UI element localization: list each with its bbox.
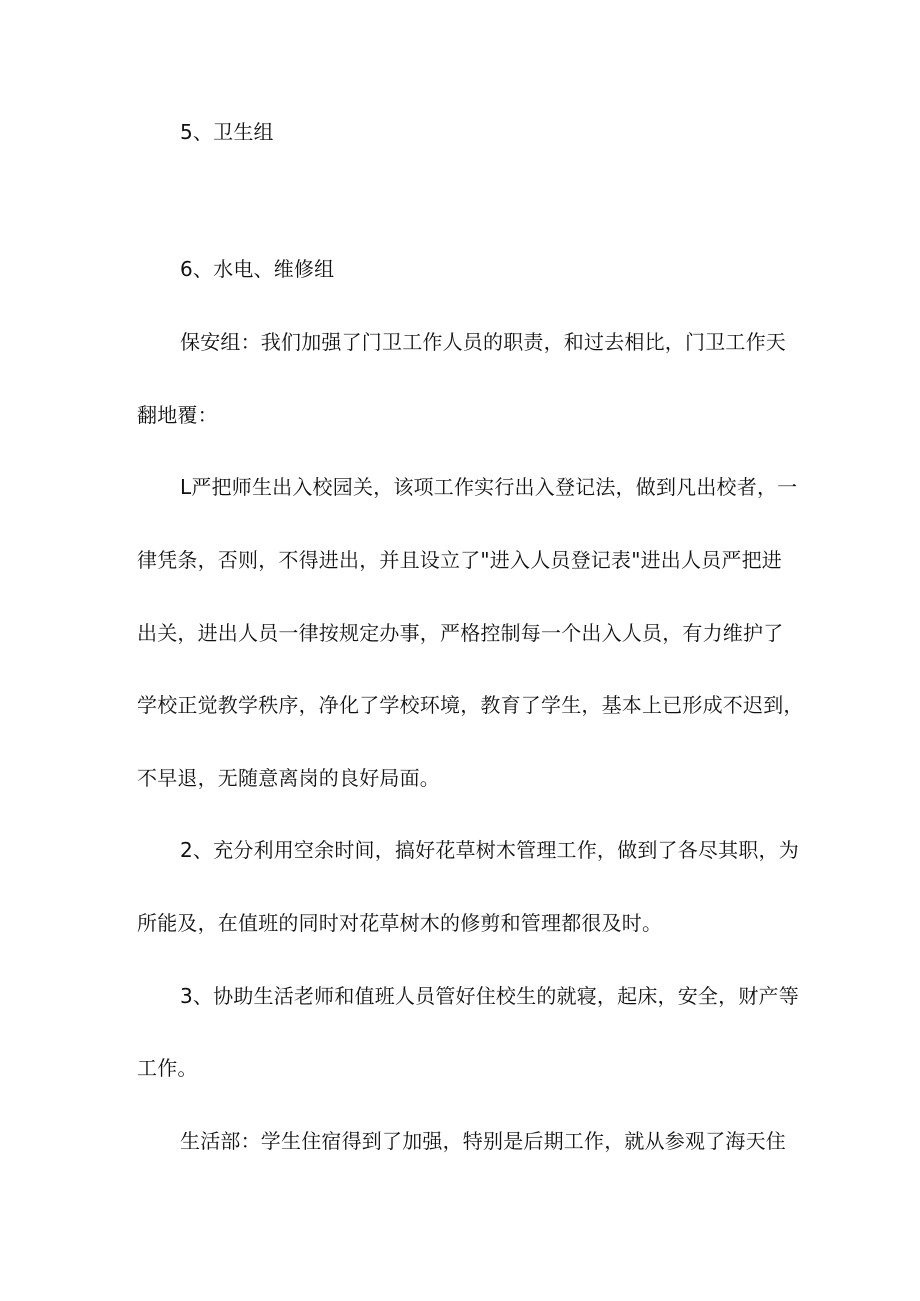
security-item3-line-2: 工作。 — [137, 1056, 198, 1080]
security-item2-line-2: 所能及，在值班的同时对花草树木的修剪和管理都很及时。 — [137, 911, 663, 935]
heading-utilities-group: 6、水电、维修组 — [180, 257, 335, 281]
security-intro-line-1: 保安组：我们加强了门卫工作人员的职责，和过去相比，门卫工作天 — [180, 330, 786, 354]
security-item1-line-2: 律凭条，否则，不得进出，并且设立了"进入人员登记表"进出人员严把进 — [137, 548, 782, 572]
security-item1-line-5: 不早退，无随意离岗的良好局面。 — [137, 766, 440, 790]
security-item1-line-3: 出关，进出人员一律按规定办事，严格控制每一个出入人员，有力维护了 — [137, 621, 784, 645]
security-item2-line-1: 2、充分利用空余时间，搞好花草树木管理工作，做到了各尽其职，为 — [180, 838, 799, 862]
security-item1-line-1: L严把师生出入校园关，该项工作实行出入登记法，做到凡出校者，一 — [180, 475, 798, 499]
security-item3-line-1: 3、协助生活老师和值班人员管好住校生的就寝，起床，安全，财产等 — [180, 984, 799, 1008]
security-intro-line-2: 翻地覆： — [137, 403, 218, 427]
life-section-line-1: 生活部：学生住宿得到了加强，特别是后期工作，就从参观了海天住 — [180, 1129, 786, 1153]
heading-sanitation-group: 5、卫生组 — [180, 120, 274, 144]
security-item1-line-4: 学校正觉教学秩序，净化了学校环境，教育了学生，基本上已形成不迟到， — [137, 693, 804, 717]
